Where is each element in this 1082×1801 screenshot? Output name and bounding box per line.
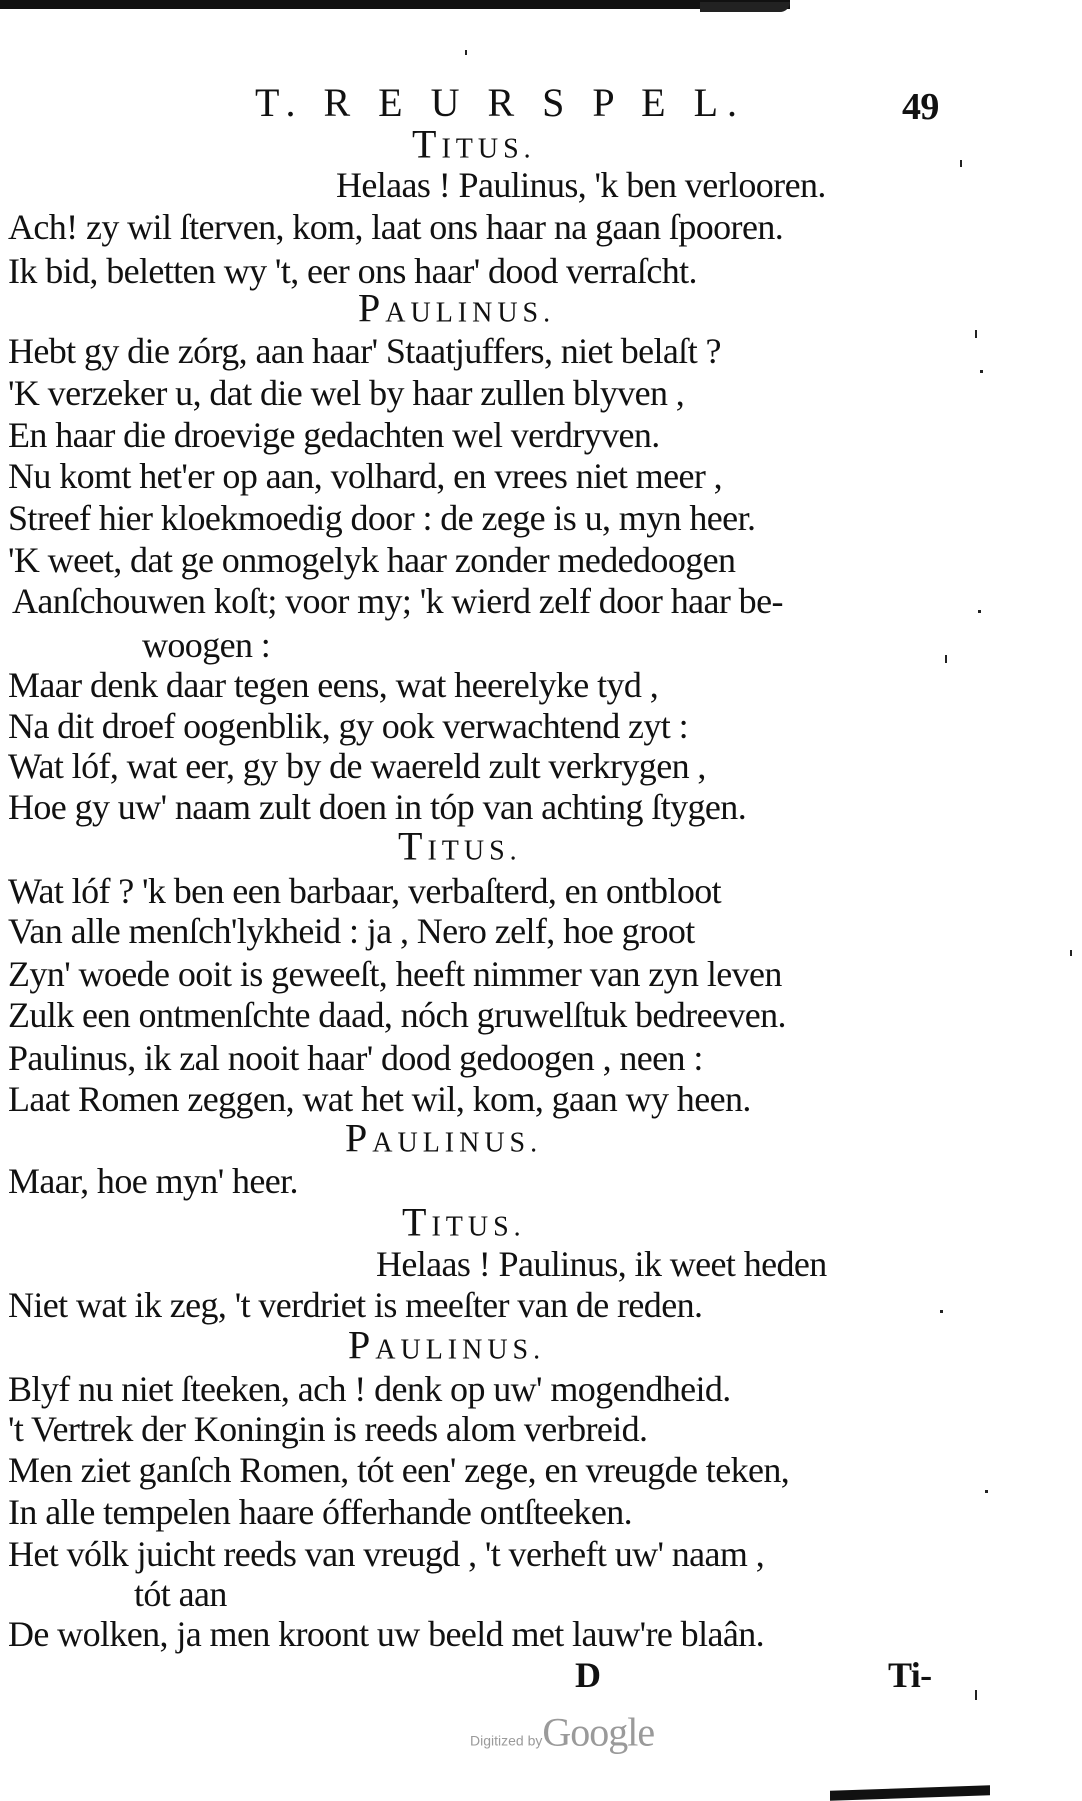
page-number: 49 [902, 86, 939, 128]
speaker-initial: T [398, 823, 428, 869]
verse-line: Men ziet ganſch Romen, tót een' zege, en vreugde teken, [8, 1450, 790, 1490]
verse-line: Na dit droef oogenblik, gy ook verwachtend zyt : [8, 706, 689, 746]
signature-mark: D [575, 1655, 601, 1695]
speaker-heading [398, 823, 522, 872]
scan-speck [465, 50, 467, 55]
scan-speck [975, 330, 977, 338]
scan-speck [975, 1690, 977, 1700]
verse-line: Helaas ! Paulinus, 'k ben verlooren. [336, 165, 826, 205]
speaker-heading [345, 1115, 543, 1164]
verse-line: Maar denk daar tegen eens, wat heerelyke tyd , [8, 665, 659, 705]
scan-speck [1070, 950, 1072, 956]
digitized-by-google-watermark [470, 1709, 654, 1756]
verse-line: Streef hier kloekmoedig door : de zege is u, myn heer. [8, 498, 756, 538]
speaker-heading [402, 1199, 526, 1248]
verse-line: 'K weet, dat ge onmogelyk haar zonder mededoogen [8, 540, 736, 580]
verse-line: Blyf nu niet ſteeken, ach ! denk op uw' mogendheid. [8, 1369, 731, 1409]
speaker-heading [358, 285, 556, 334]
scan-edge-top [0, 0, 790, 9]
verse-line: Wat lóf ? 'k ben een barbaar, verbaſterd, en ontbloot [8, 871, 722, 911]
verse-line: tót aan [134, 1574, 227, 1614]
speaker-rest: ITUS. [427, 835, 522, 867]
verse-line: Zyn' woede ooit is geweeſt, heeft nimmer van zyn leven [8, 954, 782, 994]
speaker-initial: T [402, 1199, 432, 1245]
speaker-initial: P [345, 1115, 373, 1161]
google-logo: Google [542, 1709, 655, 1755]
speaker-rest: ITUS. [431, 1211, 526, 1243]
scan-edge-bottom [830, 1785, 990, 1801]
verse-line: Hoe gy uw' naam zult doen in tóp van achting ſtygen. [8, 787, 747, 827]
speaker-rest: AULINUS. [375, 1334, 546, 1366]
verse-line: Het vólk juicht reeds van vreugd , 't verheft uw' naam , [8, 1534, 765, 1574]
speaker-rest: ITUS. [441, 133, 536, 165]
speaker-rest: AULINUS. [385, 297, 556, 329]
verse-line: Ik bid, beletten wy 't, eer ons haar' dood verraſcht. [8, 251, 697, 291]
verse-line: Hebt gy die zórg, aan haar' Staatjuffers, niet belaſt ? [8, 331, 721, 371]
speaker-initial: T [412, 121, 442, 167]
verse-line: Helaas ! Paulinus, ik weet heden [376, 1244, 827, 1284]
verse-line: En haar die droevige gedachten wel verdryven. [8, 415, 660, 455]
verse-line: Paulinus, ik zal nooit haar' dood gedoogen , neen : [8, 1038, 703, 1078]
scan-speck [960, 160, 962, 167]
verse-line: woogen : [142, 625, 271, 665]
verse-line: Van alle menſch'lykheid : ja , Nero zelf, hoe groot [8, 911, 695, 951]
speaker-rest: AULINUS. [372, 1127, 543, 1159]
watermark-prefix: Digitized by [470, 1732, 543, 1749]
verse-line: Nu komt het'er op aan, volhard, en vrees niet meer , [8, 456, 723, 496]
scan-speck [978, 610, 981, 613]
speaker-initial: P [348, 1322, 376, 1368]
catchword: Ti- [888, 1655, 932, 1695]
scan-speck [945, 655, 947, 663]
verse-line: De wolken, ja men kroont uw beeld met lauw're blaân. [8, 1614, 765, 1654]
scan-speck [980, 370, 983, 373]
speaker-heading [348, 1322, 546, 1371]
scan-speck [940, 1310, 943, 1313]
verse-line: In alle tempelen haare ófferhande ontſteeken. [8, 1492, 633, 1532]
verse-line: Ach! zy wil ſterven, kom, laat ons haar na gaan ſpooren. [8, 207, 784, 247]
verse-line: Aanſchouwen koſt; voor my; 'k wierd zelf door haar be- [12, 581, 783, 621]
scan-speck [985, 1490, 988, 1493]
verse-line: Wat lóf, wat eer, gy by de waereld zult verkrygen , [8, 746, 706, 786]
verse-line: Niet wat ik zeg, 't verdriet is meeſter van de reden. [8, 1285, 703, 1325]
verse-line: Maar, hoe myn' heer. [8, 1161, 298, 1201]
running-head: T. R E U R S P E L. [255, 80, 747, 125]
verse-line: Zulk een ontmenſchte daad, nóch gruwelſtuk bedreeven. [8, 995, 786, 1035]
verse-line: 'K verzeker u, dat die wel by haar zullen blyven , [8, 373, 685, 413]
speaker-initial: P [358, 285, 386, 331]
speaker-heading [412, 121, 536, 170]
verse-line: Laat Romen zeggen, wat het wil, kom, gaan wy heen. [8, 1079, 751, 1119]
scan-edge-top-shadow [700, 2, 790, 12]
verse-line: 't Vertrek der Koningin is reeds alom verbreid. [8, 1409, 648, 1449]
